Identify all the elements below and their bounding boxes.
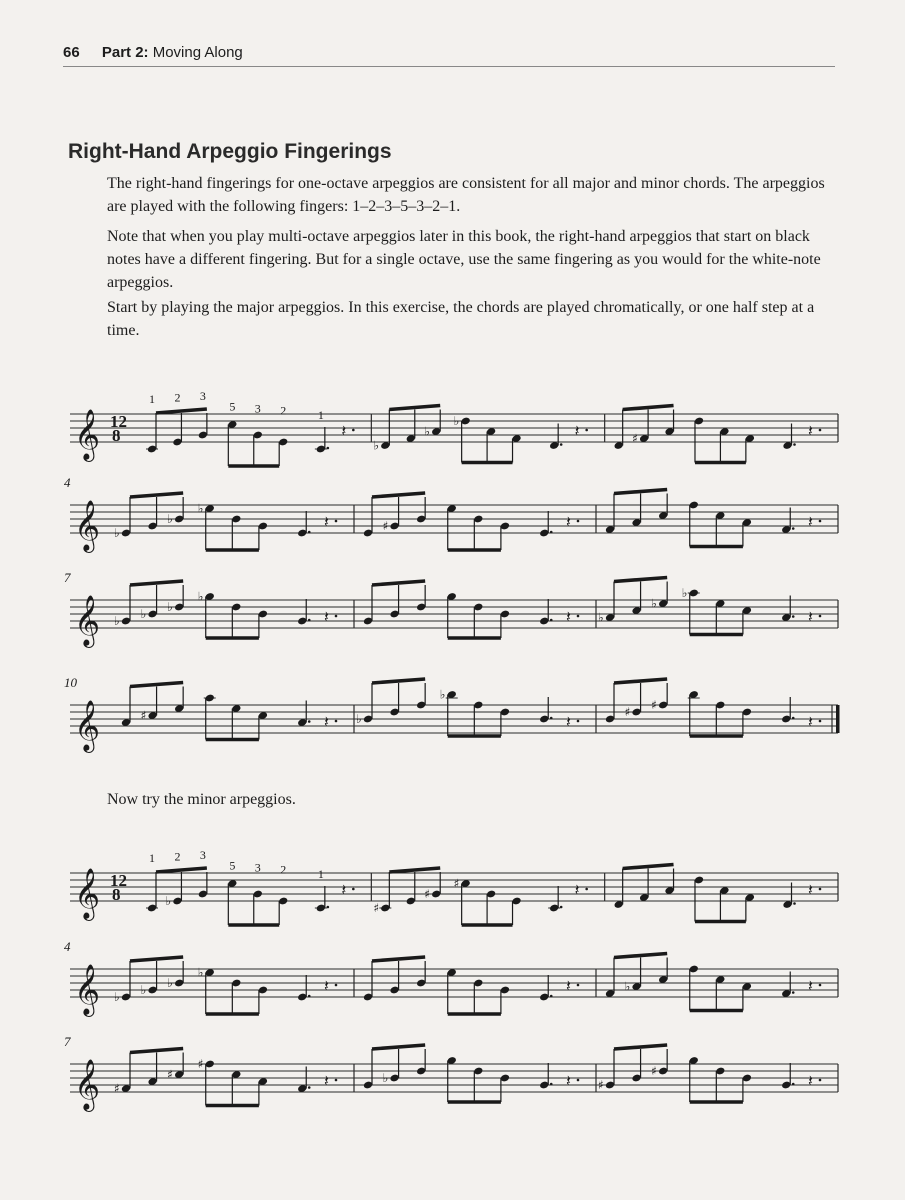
treble-clef-icon: 𝄞 xyxy=(74,595,101,646)
quarter-rest-icon: 𝄽 xyxy=(341,880,347,899)
fingering-number: 3 xyxy=(254,401,261,416)
dot xyxy=(819,888,822,891)
fingering-number: 2 xyxy=(280,403,287,418)
dot xyxy=(550,531,553,534)
flat-icon: ♭ xyxy=(114,526,120,540)
quarter-rest-icon: 𝄽 xyxy=(324,607,329,626)
fingering-number: 2 xyxy=(174,849,181,864)
quarter-rest-icon: 𝄽 xyxy=(324,512,329,531)
beam xyxy=(389,406,440,410)
measure-number: 10 xyxy=(64,675,77,690)
flat-icon: ♭ xyxy=(356,712,362,726)
dot xyxy=(819,1079,822,1082)
flat-icon: ♭ xyxy=(140,607,147,621)
beam xyxy=(623,406,674,410)
beam xyxy=(130,493,183,497)
quarter-rest-icon: 𝄽 xyxy=(808,880,813,899)
dot xyxy=(819,984,822,987)
dot xyxy=(327,447,330,450)
time-signature-bottom: 8 xyxy=(112,426,121,445)
dot xyxy=(308,995,311,998)
dot xyxy=(308,1086,311,1089)
flat-icon: ♭ xyxy=(167,976,173,990)
quarter-rest-icon: 𝄽 xyxy=(808,1071,813,1090)
fingering-number: 1 xyxy=(317,408,324,422)
dot xyxy=(352,429,355,432)
dot xyxy=(550,619,553,622)
beam xyxy=(372,679,425,683)
quarter-rest-icon: 𝄽 xyxy=(566,607,571,626)
flat-icon: ♭ xyxy=(373,438,380,453)
sharp-icon: ♯ xyxy=(382,519,389,533)
measure-number: 4 xyxy=(64,475,71,490)
dot xyxy=(550,995,553,998)
treble-clef-icon: 𝄞 xyxy=(74,1059,101,1110)
measure-number: 7 xyxy=(64,1034,71,1049)
sharp-icon: ♯ xyxy=(651,1064,657,1078)
sharp-icon: ♯ xyxy=(373,901,380,915)
part-label: Part 2: xyxy=(101,44,149,61)
quarter-rest-icon: 𝄽 xyxy=(566,712,571,731)
beam xyxy=(156,409,207,413)
dot xyxy=(585,429,588,432)
quarter-rest-icon: 𝄽 xyxy=(324,976,329,995)
beam xyxy=(623,865,674,869)
dot xyxy=(560,906,563,909)
beam xyxy=(614,490,667,494)
sharp-icon: ♯ xyxy=(453,876,460,891)
beam xyxy=(372,1045,425,1049)
dot xyxy=(792,717,795,720)
flat-icon: ♭ xyxy=(197,965,204,980)
paragraph-multi-octave-note: Note that when you play multi-octave arpeggios later in this book, the right-hand arpeggios that start on black notes have a different fingering. But for a single octave, use the same fingering as you would for the white-note arpeggios. xyxy=(107,228,821,291)
fingering-number: 3 xyxy=(254,860,261,875)
time-signature-bottom: 8 xyxy=(112,885,121,904)
flat-icon: ♭ xyxy=(165,894,172,908)
dot xyxy=(793,902,796,905)
part-title: Moving Along xyxy=(152,44,243,61)
dot xyxy=(819,720,822,723)
quarter-rest-icon: 𝄽 xyxy=(574,421,580,440)
dot xyxy=(793,443,796,446)
beam xyxy=(130,581,183,585)
treble-clef-icon: 𝄞 xyxy=(74,500,101,551)
flat-icon: ♭ xyxy=(651,596,657,611)
dot xyxy=(352,888,355,891)
flat-icon: ♭ xyxy=(114,614,120,628)
dot xyxy=(335,984,338,987)
beam xyxy=(372,493,425,497)
dot xyxy=(550,717,553,720)
flat-icon: ♭ xyxy=(382,1071,389,1085)
quarter-rest-icon: 𝄽 xyxy=(324,712,329,731)
quarter-rest-icon: 𝄽 xyxy=(808,712,813,731)
sharp-icon: ♯ xyxy=(424,887,431,901)
dot xyxy=(819,520,822,523)
fingering-number: 1 xyxy=(149,392,155,406)
time-signature-top: 12 xyxy=(110,412,127,431)
flat-icon: ♭ xyxy=(197,589,204,604)
dot xyxy=(335,1079,338,1082)
beam xyxy=(156,868,207,872)
beam xyxy=(130,683,183,687)
paragraph-fingerings-intro: The right-hand fingerings for one-octave arpeggios are consistent for all major and minor chords. The arpeggios are played with the following fingers: 1–2–3–5–3–2–1. xyxy=(107,175,825,215)
dot xyxy=(308,531,311,534)
dot xyxy=(577,1079,580,1082)
quarter-rest-icon: 𝄽 xyxy=(808,512,813,531)
quarter-rest-icon: 𝄽 xyxy=(808,421,813,440)
time-signature-top: 12 xyxy=(110,871,127,890)
fingering-number: 5 xyxy=(229,858,236,873)
beam xyxy=(372,957,425,961)
quarter-rest-icon: 𝄽 xyxy=(566,512,571,531)
beam xyxy=(614,679,667,683)
paragraph-major-instructions: Start by playing the major arpeggios. In this exercise, the chords are played chromatically, or one half step at a time. xyxy=(107,299,815,339)
sharp-icon: ♯ xyxy=(140,708,147,723)
sharp-icon: ♯ xyxy=(167,1067,173,1082)
sharp-icon: ♯ xyxy=(632,431,638,446)
section-title: Right-Hand Arpeggio Fingerings xyxy=(68,140,392,163)
dot xyxy=(308,619,311,622)
fingering-number: 5 xyxy=(229,399,236,414)
treble-clef-icon: 𝄞 xyxy=(74,700,101,751)
treble-clef-icon: 𝄞 xyxy=(74,964,101,1015)
flat-icon: ♭ xyxy=(167,512,173,526)
beam xyxy=(614,578,667,582)
quarter-rest-icon: 𝄽 xyxy=(341,421,347,440)
dot xyxy=(560,443,563,446)
paragraph-minor-instructions: Now try the minor arpeggios. xyxy=(107,791,296,808)
beam xyxy=(372,581,425,585)
fingering-number: 2 xyxy=(280,862,287,877)
dot xyxy=(550,1083,553,1086)
dot xyxy=(327,906,330,909)
dot xyxy=(792,991,795,994)
measure-number: 4 xyxy=(64,939,71,954)
flat-icon: ♭ xyxy=(114,990,120,1004)
final-barline xyxy=(836,705,840,733)
flat-icon: ♭ xyxy=(624,979,631,994)
dot xyxy=(335,615,338,618)
dot xyxy=(577,720,580,723)
beam xyxy=(130,1049,183,1053)
sharp-icon: ♯ xyxy=(651,698,657,712)
quarter-rest-icon: 𝄽 xyxy=(566,1071,571,1090)
flat-icon: ♭ xyxy=(598,610,604,625)
flat-icon: ♭ xyxy=(453,414,460,428)
flat-icon: ♭ xyxy=(167,600,173,614)
dot xyxy=(577,984,580,987)
dot xyxy=(577,615,580,618)
flat-icon: ♭ xyxy=(197,501,204,516)
quarter-rest-icon: 𝄽 xyxy=(566,976,571,995)
quarter-rest-icon: 𝄽 xyxy=(808,607,813,626)
fingering-number: 2 xyxy=(174,390,181,405)
beam xyxy=(614,954,667,958)
dot xyxy=(585,888,588,891)
quarter-rest-icon: 𝄽 xyxy=(324,1071,329,1090)
quarter-rest-icon: 𝄽 xyxy=(574,880,580,899)
flat-icon: ♭ xyxy=(439,687,446,702)
flat-icon: ♭ xyxy=(424,424,430,439)
dot xyxy=(308,720,311,723)
dot xyxy=(792,1083,795,1086)
beam xyxy=(389,868,440,872)
dot xyxy=(335,520,338,523)
dot xyxy=(819,615,822,618)
dot xyxy=(792,615,795,618)
sharp-icon: ♯ xyxy=(598,1078,604,1092)
beam xyxy=(614,1045,667,1049)
sharp-icon: ♯ xyxy=(114,1081,120,1096)
sharp-icon: ♯ xyxy=(624,705,631,719)
fingering-number: 3 xyxy=(199,389,206,403)
dot xyxy=(819,429,822,432)
measure-number: 7 xyxy=(64,570,71,585)
flat-icon: ♭ xyxy=(140,983,147,997)
dot xyxy=(792,527,795,530)
fingering-number: 1 xyxy=(149,851,155,865)
dot xyxy=(577,520,580,523)
quarter-rest-icon: 𝄽 xyxy=(808,976,813,995)
page-number: 66 xyxy=(63,44,80,61)
beam xyxy=(130,957,183,961)
dot xyxy=(335,720,338,723)
treble-clef-icon: 𝄞 xyxy=(74,868,101,919)
flat-icon: ♭ xyxy=(681,586,688,600)
fingering-number: 1 xyxy=(317,867,324,881)
sharp-icon: ♯ xyxy=(197,1057,204,1071)
treble-clef-icon: 𝄞 xyxy=(74,409,101,460)
fingering-number: 3 xyxy=(199,848,206,862)
